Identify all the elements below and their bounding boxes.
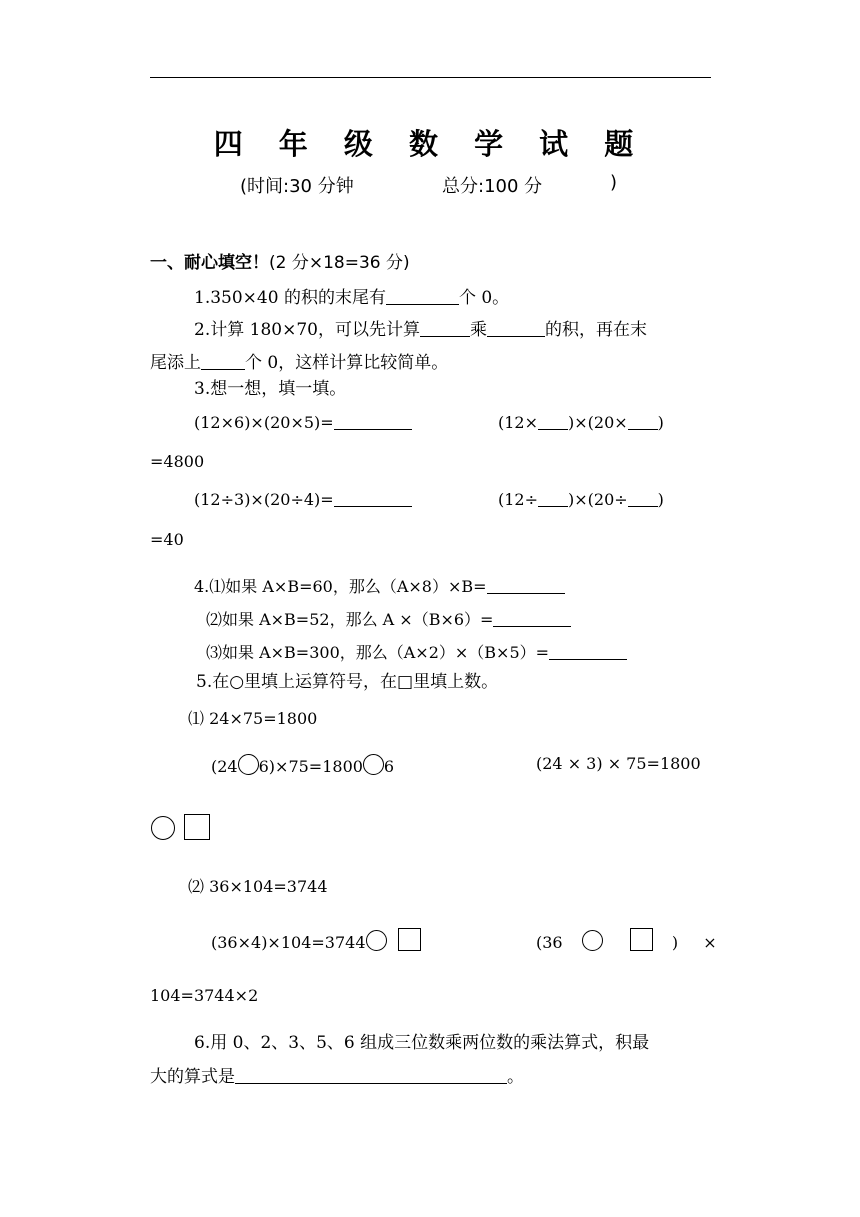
answer-blank[interactable] [487, 577, 565, 594]
q5-part2-label: ⑵ 36×104=3744 [188, 877, 328, 896]
q3-r2b-part2: )×(20÷ [568, 490, 628, 509]
question-1 [194, 283, 509, 308]
q6-text: 大的算式是 [150, 1067, 235, 1087]
q3-r1b-part2: )×(20× [568, 413, 628, 432]
answer-blank[interactable] [386, 287, 459, 305]
page-title: 四 年 级 数 学 试 题 [213, 127, 647, 161]
answer-blank[interactable] [493, 610, 571, 627]
number-box[interactable] [630, 928, 653, 951]
question-6: 6.用 0、2、3、5、6 组成三位数乘两位数的乘法算式，积最 [194, 1033, 650, 1053]
q3-r2-expr: (12÷3)×(20÷4)= [194, 490, 334, 509]
q4-l3-text: ⑶如果 A×B=300，那么（A×2）×（B×5）= [206, 643, 550, 662]
q5-part1-label: ⑴ 24×75=1800 [188, 709, 318, 728]
q5-part1-left [211, 754, 394, 776]
q3-row1-right [498, 413, 664, 432]
section-heading [150, 248, 410, 273]
section-score: (2 分×18=36 分) [269, 253, 410, 273]
q1-tail: 个 0。 [458, 288, 510, 308]
q2-text: 2.计算 180×70，可以先计算 [194, 320, 420, 340]
q2-cont-tail: 个 0，这样计算比较简单。 [245, 353, 449, 373]
q5-p2b-part1: (36 [536, 933, 563, 952]
q3-r2b-part1: (12÷ [498, 490, 539, 509]
q4-l2-text: ⑵如果 A×B=52，那么 A ×（B×6）= [206, 610, 494, 629]
q5-p2b-part3: × [703, 933, 717, 952]
q1-text: 1.350×40 的积的末尾有 [194, 288, 386, 308]
question-3-intro: 3.想一想，填一填。 [194, 379, 347, 399]
operator-circle[interactable] [366, 930, 387, 951]
q5-p2b-part2: ) [671, 933, 679, 952]
answer-blank[interactable] [487, 319, 545, 337]
q5-part1-right: (24 × 3) × 75=1800 [536, 754, 701, 773]
subtitle-time: (时间:30 分钟 [240, 176, 354, 197]
header-rule [150, 77, 711, 78]
answer-blank[interactable] [334, 490, 412, 507]
answer-blank[interactable] [201, 352, 245, 370]
q5-p1a-part1: (24 [211, 757, 238, 776]
operator-circle[interactable] [151, 816, 175, 840]
q3-row2-left [194, 490, 412, 509]
q2-mult: 乘 [469, 320, 487, 340]
question-5-intro: 5.在○里填上运算符号，在□里填上数。 [196, 672, 499, 692]
q2-cont-text: 尾添上 [150, 353, 201, 373]
answer-blank[interactable] [334, 413, 412, 430]
operator-circle[interactable] [582, 930, 603, 951]
q2-tail: 的积，再在末 [544, 320, 647, 340]
answer-blank[interactable] [538, 413, 568, 430]
answer-blank[interactable] [628, 413, 658, 430]
q3-row1-left [194, 413, 412, 432]
q5-p1a-part2: 6)×75=1800 [258, 757, 363, 776]
q3-r1b-part1: (12× [498, 413, 539, 432]
subtitle-total: 总分:100 分 [442, 176, 543, 197]
answer-blank[interactable] [628, 490, 658, 507]
question-6-cont [150, 1062, 524, 1087]
q3-row2-cont: =40 [150, 530, 184, 549]
number-box[interactable] [184, 814, 210, 840]
q3-r1b-part3: ) [657, 413, 664, 432]
question-4-part3 [206, 640, 627, 663]
q6-tail: 。 [507, 1067, 524, 1087]
answer-blank[interactable] [549, 643, 627, 660]
q5-part2-left [211, 928, 421, 952]
question-2 [194, 315, 647, 340]
operator-circle[interactable] [363, 754, 384, 775]
q3-r1-expr: (12×6)×(20×5)= [194, 413, 334, 432]
q3-row2-right [498, 490, 664, 509]
number-box[interactable] [398, 928, 421, 951]
operator-circle[interactable] [238, 754, 259, 775]
section-title: 一、耐心填空！ [150, 253, 269, 273]
q5-part2-right [536, 928, 717, 952]
question-4-part2 [206, 607, 571, 630]
question-2-cont [150, 348, 448, 373]
q3-row1-cont: =4800 [150, 452, 205, 471]
answer-blank[interactable] [420, 319, 470, 337]
q5-part1-answer [151, 814, 210, 841]
q5-p2a-text: (36×4)×104=3744 [211, 933, 366, 952]
answer-blank[interactable] [235, 1066, 507, 1084]
q5-p1a-part3: 6 [383, 757, 395, 776]
question-4-part1 [194, 574, 565, 597]
answer-blank[interactable] [538, 490, 568, 507]
q5-part2-cont: 104=3744×2 [150, 986, 259, 1005]
q3-r2b-part3: ) [657, 490, 664, 509]
subtitle-close: ) [610, 172, 618, 193]
q4-l1-text: 4.⑴如果 A×B=60，那么（A×8）×B= [194, 577, 487, 596]
